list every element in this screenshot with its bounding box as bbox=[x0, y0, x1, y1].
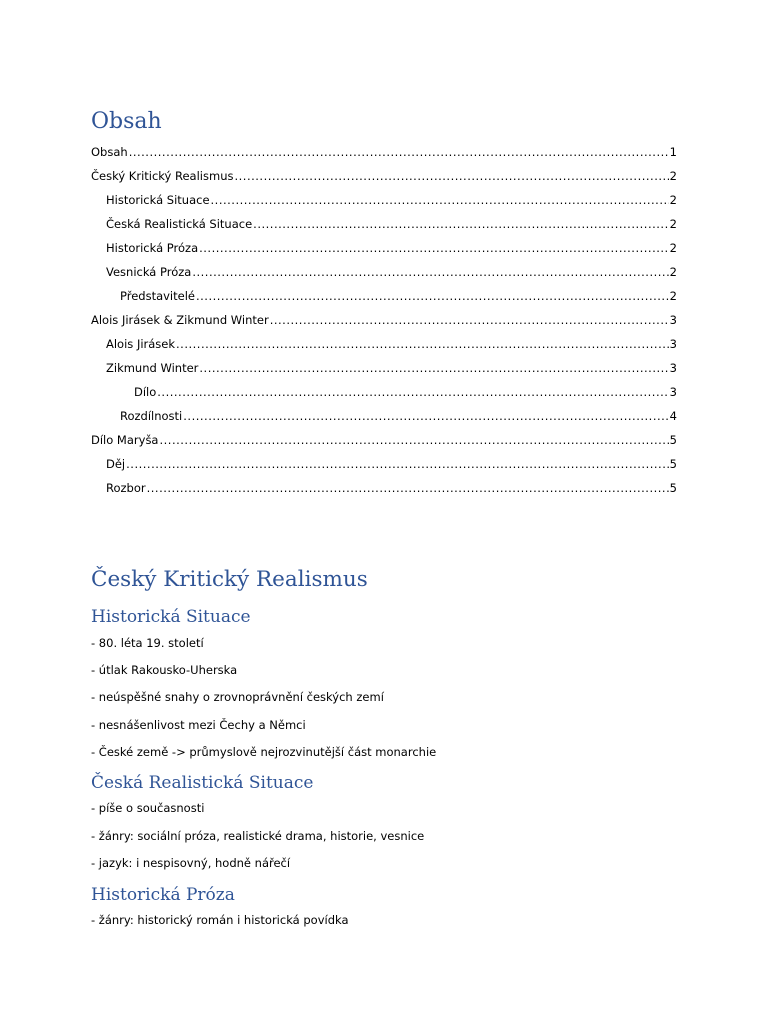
toc-entry-page: 5 bbox=[669, 457, 677, 471]
toc-dot-leader bbox=[270, 309, 669, 331]
toc-dot-leader bbox=[183, 405, 668, 427]
toc-entry-label: Obsah bbox=[91, 145, 128, 159]
toc-entry-page: 5 bbox=[669, 481, 677, 495]
bullet-line: - jazyk: i nespisovný, hodně nářečí bbox=[91, 856, 291, 870]
toc-entry-page: 2 bbox=[669, 193, 677, 207]
heading-historicka-proza: Historická Próza bbox=[91, 885, 235, 905]
toc-entry[interactable] bbox=[91, 285, 677, 309]
toc-entry[interactable] bbox=[91, 429, 677, 453]
toc-dot-leader bbox=[192, 261, 668, 283]
toc-dot-leader bbox=[176, 333, 669, 355]
bullet-line: - žánry: sociální próza, realistické drama, historie, vesnice bbox=[91, 829, 425, 843]
toc-dot-leader bbox=[211, 189, 669, 211]
toc-entry-label: Historická Situace bbox=[106, 193, 210, 207]
toc-entry-label: Alois Jirásek bbox=[106, 337, 176, 351]
toc-entry-label: Dílo Maryša bbox=[91, 433, 159, 447]
toc-entry-label: Rozbor bbox=[106, 481, 146, 495]
table-of-contents bbox=[91, 141, 677, 501]
toc-entry-page: 2 bbox=[669, 241, 677, 255]
toc-dot-leader bbox=[147, 477, 669, 499]
toc-entry[interactable] bbox=[91, 477, 677, 501]
toc-dot-leader bbox=[196, 285, 669, 307]
toc-dot-leader bbox=[234, 165, 668, 187]
toc-entry-label: Český Kritický Realismus bbox=[91, 169, 234, 183]
toc-entry[interactable] bbox=[91, 141, 677, 165]
toc-title: Obsah bbox=[91, 109, 162, 134]
toc-dot-leader bbox=[199, 357, 668, 379]
bullet-line: - žánry: historický román i historická povídka bbox=[91, 913, 349, 927]
bullet-line: - 80. léta 19. století bbox=[91, 636, 204, 650]
toc-entry[interactable] bbox=[91, 165, 677, 189]
toc-entry-page: 2 bbox=[669, 169, 677, 183]
toc-entry-page: 3 bbox=[669, 385, 677, 399]
bullet-line: - píše o současnosti bbox=[91, 801, 205, 815]
toc-entry-label: Alois Jirásek & Zikmund Winter bbox=[91, 313, 269, 327]
toc-entry-label: Rozdílnosti bbox=[120, 409, 183, 423]
toc-entry[interactable] bbox=[91, 357, 677, 381]
heading-historicka-situace: Historická Situace bbox=[91, 607, 251, 627]
toc-entry[interactable] bbox=[91, 309, 677, 333]
toc-entry-label: Zikmund Winter bbox=[106, 361, 199, 375]
toc-entry-label: Představitelé bbox=[120, 289, 195, 303]
toc-entry-page: 2 bbox=[669, 265, 677, 279]
toc-dot-leader bbox=[126, 453, 669, 475]
heading-cesky-kriticky-realismus: Český Kritický Realismus bbox=[91, 567, 368, 592]
toc-entry-label: Historická Próza bbox=[106, 241, 199, 255]
toc-dot-leader bbox=[159, 429, 668, 451]
toc-dot-leader bbox=[253, 213, 669, 235]
toc-entry-label: Dílo bbox=[134, 385, 157, 399]
bullet-line: - útlak Rakousko-Uherska bbox=[91, 663, 238, 677]
toc-entry-page: 2 bbox=[669, 217, 677, 231]
toc-entry[interactable] bbox=[91, 381, 677, 405]
toc-entry[interactable] bbox=[91, 261, 677, 285]
toc-entry-label: Děj bbox=[106, 457, 126, 471]
toc-entry[interactable] bbox=[91, 189, 677, 213]
toc-dot-leader bbox=[129, 141, 669, 163]
bullet-line: - nesnášenlivost mezi Čechy a Němci bbox=[91, 718, 306, 732]
toc-entry-page: 4 bbox=[669, 409, 677, 423]
toc-entry-page: 1 bbox=[669, 145, 677, 159]
toc-entry-label: Vesnická Próza bbox=[106, 265, 192, 279]
bullet-line: - České země -> průmyslově nejrozvinutější část monarchie bbox=[91, 745, 437, 759]
toc-dot-leader bbox=[157, 381, 668, 403]
bullet-line: - neúspěšné snahy o zrovnoprávnění českých zemí bbox=[91, 690, 384, 704]
toc-entry-page: 3 bbox=[669, 337, 677, 351]
toc-entry-label: Česká Realistická Situace bbox=[106, 217, 253, 231]
toc-entry-page: 3 bbox=[669, 313, 677, 327]
toc-entry[interactable] bbox=[91, 213, 677, 237]
toc-entry[interactable] bbox=[91, 237, 677, 261]
toc-entry-page: 5 bbox=[669, 433, 677, 447]
heading-ceska-realisticka-situace: Česká Realistická Situace bbox=[91, 773, 314, 793]
toc-entry-page: 3 bbox=[669, 361, 677, 375]
toc-entry[interactable] bbox=[91, 333, 677, 357]
toc-dot-leader bbox=[199, 237, 669, 259]
toc-entry[interactable] bbox=[91, 453, 677, 477]
toc-entry[interactable] bbox=[91, 405, 677, 429]
toc-entry-page: 2 bbox=[669, 289, 677, 303]
